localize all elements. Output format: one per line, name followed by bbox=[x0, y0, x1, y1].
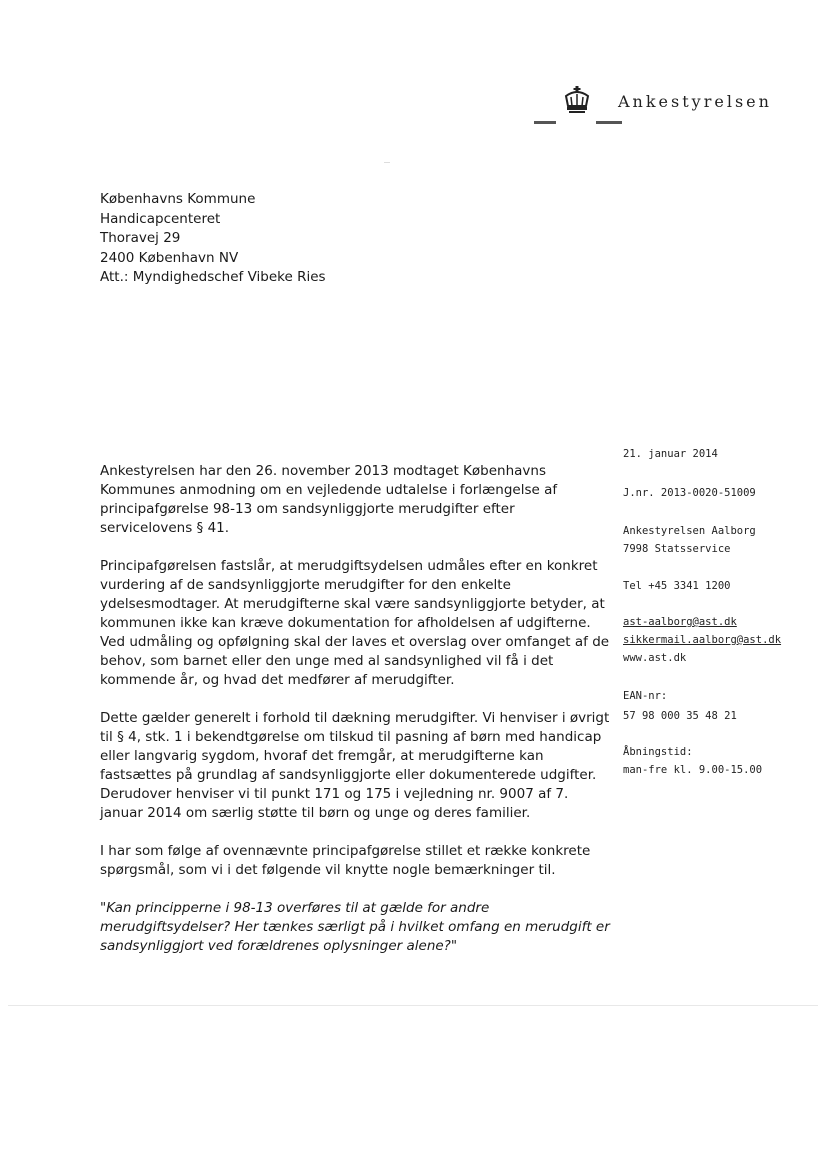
ean-label: EAN-nr: bbox=[623, 690, 668, 702]
letter-date: 21. januar 2014 bbox=[623, 448, 718, 460]
address-line: 2400 København NV bbox=[100, 249, 239, 266]
journal-number: J.nr. 2013-0020-51009 bbox=[623, 487, 756, 499]
quoted-question: "Kan principperne i 98-13 overføres til at gælde for andre merudgiftsydelser? Her tænkes særligt på i hvilket omfang en merudgift er sandsynliggjort ved forældrenes oplysninger alene?" bbox=[100, 900, 610, 954]
recipient-address bbox=[100, 190, 326, 288]
address-line: Københavns Kommune bbox=[100, 191, 256, 207]
phone-number: Tel +45 3341 1200 bbox=[623, 580, 731, 592]
address-line: Handicapcenteret bbox=[100, 210, 221, 227]
address-line: Thoravej 29 bbox=[100, 230, 181, 246]
body-paragraph: Dette gælder generelt i forhold til dækning merudgifter. Vi henviser i øvrigt til § 4, stk. 1 i bekendtgørelse om tilskud til pasning af børn med handicap eller langvarig sygdom, hvoraf det fremgår, at merudgifterne kan fastsættes på grundlag af sandsynliggjorte eller dokumenterede udgifter. Derudover henviser vi til punkt 171 og 175 i vejledning nr. 9007 af 7. januar 2014 om særlig støtte til børn og unge og deres familier. bbox=[100, 710, 610, 821]
ean-value: 57 98 000 35 48 21 bbox=[623, 710, 737, 722]
ankestyrelsen-logo bbox=[562, 86, 802, 136]
website-link[interactable]: www.ast.dk bbox=[623, 652, 687, 664]
body-paragraph: I har som følge af ovennævnte principafgørelse stillet et række konkrete spørgsmål, som vi i det følgende vil knytte nogle bemærkninger til. bbox=[100, 843, 591, 878]
body-paragraph: Principafgørelsen fastslår, at merudgiftsydelsen udmåles efter en konkret vurdering af de sandsynliggjorte merudgifter for den enkelte ydelsesmodtager. At merudgifterne skal være sandsynliggjorte betyder, at kommunen ikke kan kræve dokumentation for afholdelsen af udgifterne. Ved udmåling og opfølgning skal der laves et overslag over omfanget af de behov, som barnet eller den unge med al sandsynlighed vil få i det kommende år, og hvad det medfører af merudgifter. bbox=[100, 558, 610, 688]
office-service: 7998 Statsservice bbox=[623, 543, 731, 555]
org-name: Ankestyrelsen bbox=[618, 92, 772, 111]
page-divider bbox=[8, 1005, 818, 1006]
body-paragraph: Ankestyrelsen har den 26. november 2013 modtaget Københavns Kommunes anmodning om en vejledende udtalelse i forlængelse af principafgørelse 98-13 om sandsynliggjorte merudgifter efter servicelovens § 41. bbox=[100, 463, 558, 536]
address-line: Att.: Myndighedschef Vibeke Ries bbox=[100, 269, 326, 285]
opening-hours-label: Åbningstid: bbox=[623, 746, 693, 758]
secure-email-link[interactable]: sikkermail.aalborg@ast.dk bbox=[623, 634, 782, 646]
letter-body bbox=[100, 462, 610, 975]
logo-bar-left bbox=[534, 121, 556, 124]
crown-icon bbox=[562, 86, 592, 116]
opening-hours-value: man-fre kl. 9.00-15.00 bbox=[623, 764, 763, 776]
logo-bar-right bbox=[596, 121, 622, 124]
office-name: Ankestyrelsen Aalborg bbox=[623, 525, 756, 537]
email-link[interactable]: ast-aalborg@ast.dk bbox=[623, 616, 737, 628]
scan-speck bbox=[384, 162, 390, 163]
